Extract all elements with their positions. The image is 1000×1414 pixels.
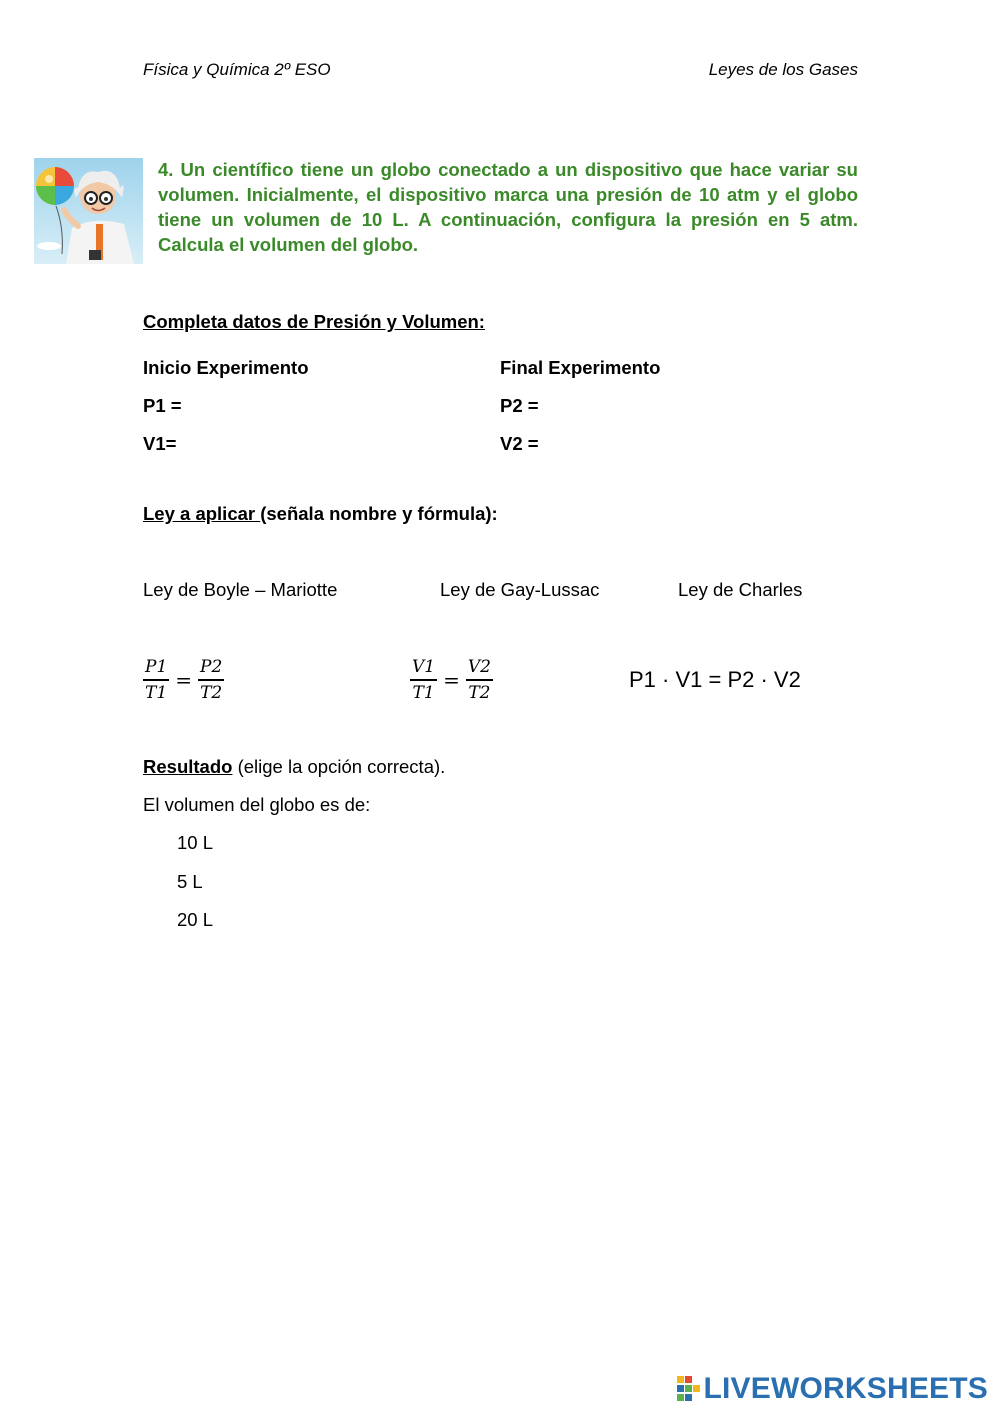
denominator: T1 bbox=[145, 682, 168, 703]
formula-pressure-temperature[interactable] bbox=[143, 654, 224, 706]
end-column bbox=[500, 349, 660, 463]
brand-text: LIVEWORKSHEETS bbox=[703, 1372, 988, 1405]
equals-sign: = bbox=[175, 668, 193, 692]
equals-sign: = bbox=[443, 668, 460, 692]
data-section-title: Completa datos de Presión y Volumen: bbox=[143, 311, 485, 332]
fraction-bar bbox=[410, 679, 437, 680]
result-question: El volumen del globo es de: bbox=[143, 794, 371, 815]
answer-option[interactable]: 5 L bbox=[177, 871, 203, 892]
start-column bbox=[143, 349, 309, 463]
scientist-illustration bbox=[34, 158, 143, 264]
fraction-left bbox=[143, 657, 169, 702]
fraction-left bbox=[410, 657, 437, 702]
law-charles-option[interactable]: Ley de Charles bbox=[678, 579, 803, 600]
law-title-underlined: Ley a aplicar bbox=[143, 503, 261, 524]
liveworksheets-brand bbox=[677, 1372, 989, 1406]
law-boyle-option[interactable]: Ley de Boyle – Mariotte bbox=[143, 579, 338, 600]
answer-option[interactable]: 10 L bbox=[177, 832, 214, 853]
law-title-rest: (señala nombre y fórmula): bbox=[260, 503, 498, 524]
p1-field[interactable]: P1 = bbox=[143, 395, 182, 416]
law-options bbox=[0, 579, 1000, 605]
liveworksheets-logo-icon bbox=[677, 1376, 701, 1402]
p2-field[interactable]: P2 = bbox=[500, 395, 539, 416]
end-label: Final Experimento bbox=[500, 357, 661, 378]
result-heading bbox=[143, 756, 445, 778]
fraction-bar bbox=[466, 679, 493, 680]
fraction-bar bbox=[198, 679, 224, 680]
fraction-bar bbox=[143, 679, 169, 680]
numerator: V1 bbox=[412, 657, 436, 678]
denominator: T2 bbox=[468, 682, 491, 703]
header-topic: Leyes de los Gases bbox=[708, 60, 858, 79]
denominator: T2 bbox=[200, 682, 223, 703]
law-gay-lussac-option[interactable]: Ley de Gay-Lussac bbox=[440, 579, 600, 600]
numerator: P1 bbox=[145, 657, 168, 678]
v2-field[interactable]: V2 = bbox=[500, 433, 539, 454]
header-subject: Física y Química 2º ESO bbox=[143, 60, 331, 79]
fraction-right bbox=[198, 657, 224, 702]
start-label: Inicio Experimento bbox=[143, 357, 309, 378]
law-section-title bbox=[143, 503, 498, 525]
fraction-right bbox=[466, 657, 493, 702]
question-text: 4. Un científico tiene un globo conectado a un dispositivo que hace variar su volumen. Inicialmente, el dispositivo marca una presión de 10 atm y el globo tiene un volumen de 10 L. A continuación, configura la presión en 5 atm. Calcula el volumen del globo. bbox=[158, 159, 858, 255]
v1-field[interactable]: V1= bbox=[143, 433, 177, 454]
result-instruction: (elige la opción correcta). bbox=[232, 756, 446, 777]
denominator: T1 bbox=[412, 682, 435, 703]
formula-pressure-volume[interactable]: P1 · V1 = P2 · V2 bbox=[629, 667, 801, 692]
numerator: P2 bbox=[200, 657, 223, 678]
numerator: V2 bbox=[467, 657, 491, 678]
result-title: Resultado bbox=[143, 756, 233, 777]
formula-volume-temperature[interactable] bbox=[410, 654, 493, 706]
answer-option[interactable]: 20 L bbox=[177, 909, 214, 930]
